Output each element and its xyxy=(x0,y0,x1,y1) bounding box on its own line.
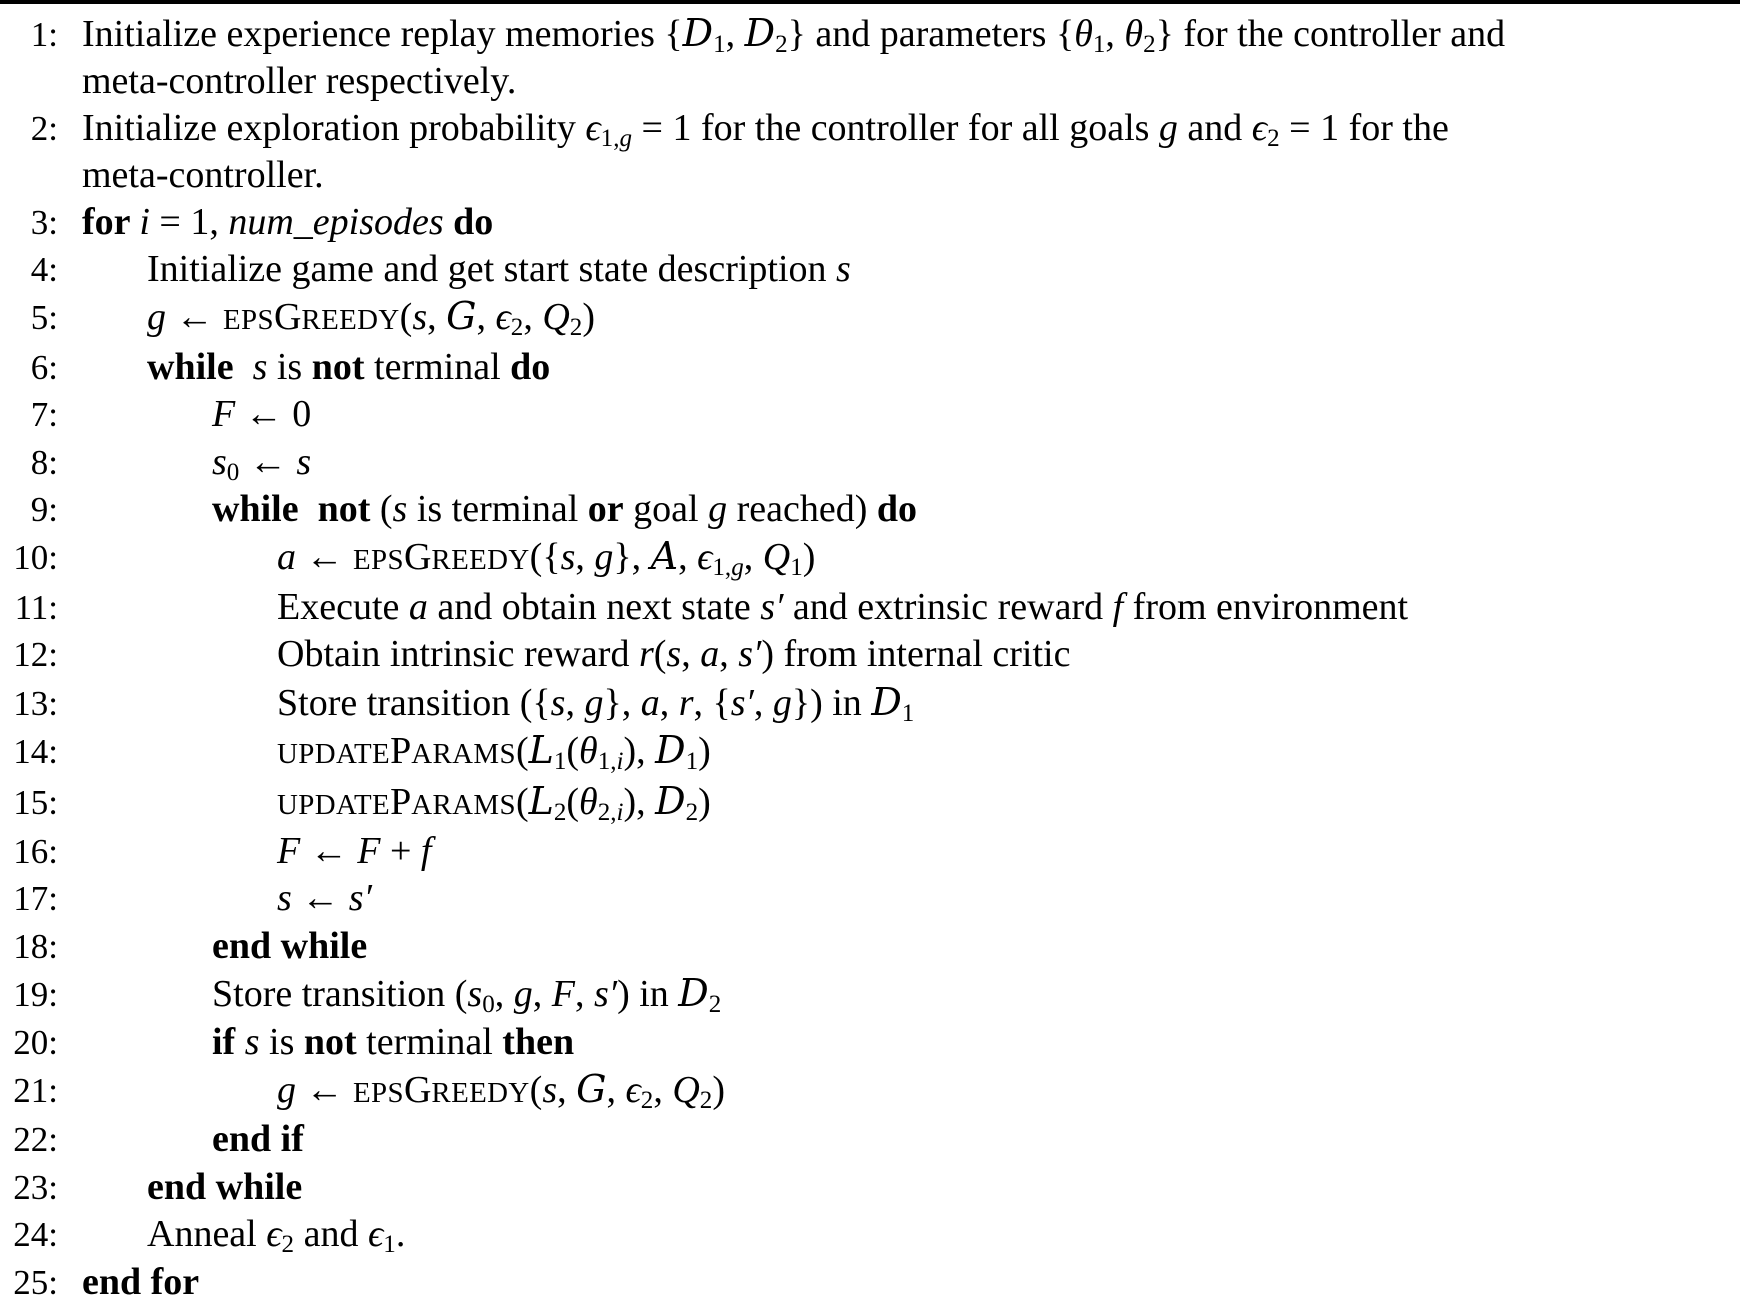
token-m: s xyxy=(550,681,566,724)
token-m: s xyxy=(252,345,268,388)
token-sub: 1, xyxy=(600,124,620,152)
token-r: from environment xyxy=(1123,585,1409,628)
token-m: s′ xyxy=(593,973,618,1016)
line-content xyxy=(58,778,1740,828)
line-number: 4: xyxy=(30,250,58,290)
token-sub: 2 xyxy=(775,31,788,59)
token-m: s xyxy=(392,488,408,531)
token-r: and xyxy=(1177,106,1252,149)
token-m: θ xyxy=(579,780,598,823)
token-m: f xyxy=(420,829,432,872)
algorithm-line xyxy=(0,631,1740,678)
token-cal: L xyxy=(528,778,554,823)
token-sub: 1 xyxy=(790,554,803,582)
token-m: θ xyxy=(1124,13,1144,55)
algorithm-listing xyxy=(0,10,1740,1306)
token-r: G xyxy=(403,536,432,579)
token-r: goal xyxy=(623,488,709,531)
token-cal: D xyxy=(871,679,902,724)
token-r: Initialize experience replay memories { xyxy=(82,13,683,55)
token-m: ϵ xyxy=(266,1213,282,1256)
token-r: , xyxy=(476,296,496,339)
token-m: ϵ xyxy=(495,296,511,339)
token-m: s xyxy=(836,248,851,291)
token-m: g xyxy=(594,536,614,579)
token-b: not xyxy=(303,1020,357,1063)
line-number: 13: xyxy=(13,683,58,723)
line-content xyxy=(58,1019,1740,1065)
token-sc: EPS xyxy=(223,304,274,337)
algorithm-line xyxy=(0,1019,1740,1066)
token-r: , xyxy=(653,1068,673,1111)
token-m: θ xyxy=(1074,13,1093,55)
algorithm-line xyxy=(0,828,1740,875)
token-m: a xyxy=(640,681,660,724)
algorithm-line xyxy=(0,1066,1740,1116)
token-r: and extrinsic reward xyxy=(783,585,1113,628)
token-subi: g xyxy=(619,124,633,152)
token-r: ( xyxy=(515,780,529,823)
line-content xyxy=(58,533,1740,583)
token-cal: D xyxy=(744,11,776,55)
line-content xyxy=(58,631,1740,677)
token-m: Q xyxy=(542,296,570,339)
token-sub: 1, xyxy=(712,554,732,582)
token-r: ) xyxy=(712,1068,725,1111)
line-number: 9: xyxy=(30,490,58,530)
algorithm-line xyxy=(0,246,1740,293)
token-r: ( xyxy=(399,296,413,339)
token-m: g xyxy=(584,681,604,724)
token-sub: 1 xyxy=(901,699,915,727)
token-r: P xyxy=(390,730,412,773)
algorithm-line xyxy=(0,727,1740,777)
line-content xyxy=(58,727,1740,777)
token-m: f xyxy=(1112,585,1124,628)
token-m: s xyxy=(277,877,292,920)
token-r: and obtain next state xyxy=(427,585,761,628)
token-subi: g xyxy=(731,554,744,582)
line-content xyxy=(58,199,1740,245)
token-r: is terminal xyxy=(407,488,588,531)
token-r: terminal xyxy=(356,1020,503,1063)
algorithm-line xyxy=(0,105,1740,152)
token-m: a xyxy=(277,536,296,579)
token-r: ({ xyxy=(529,536,561,579)
line-number: 24: xyxy=(13,1215,58,1255)
token-b: do xyxy=(443,200,494,243)
token-sub: 2 xyxy=(553,798,567,826)
token-r: Obtain intrinsic reward xyxy=(277,633,639,676)
token-r: , xyxy=(659,681,679,724)
token-sub: 2 xyxy=(699,1086,713,1114)
line-number: 11: xyxy=(14,587,58,627)
token-m: s xyxy=(666,633,682,676)
token-sub: 2 xyxy=(685,798,699,826)
line-content xyxy=(58,1211,1740,1257)
token-r: ← xyxy=(239,440,297,483)
token-r: , xyxy=(557,1068,577,1111)
token-r: } for the controller and xyxy=(1155,13,1506,55)
token-r: , xyxy=(753,681,773,724)
token-r: ← xyxy=(296,1068,353,1111)
token-b: while xyxy=(147,345,234,388)
token-m: ϵ xyxy=(625,1068,641,1111)
token-m: i xyxy=(139,200,150,243)
token-r xyxy=(299,488,318,530)
token-r: }, xyxy=(603,681,641,724)
token-r: meta-controller. xyxy=(82,154,324,197)
token-r: ) xyxy=(698,730,711,773)
algorithm-line xyxy=(0,1211,1740,1258)
token-r: ( xyxy=(566,780,580,823)
line-number: 10: xyxy=(13,538,58,578)
algorithm-line xyxy=(0,344,1740,391)
token-cal: D xyxy=(678,971,709,1016)
token-r: , xyxy=(725,13,745,55)
token-b: end if xyxy=(212,1118,304,1161)
line-content xyxy=(58,58,1740,104)
algorithm-line xyxy=(0,199,1740,246)
token-sub: 2, xyxy=(597,798,617,826)
token-r: ← 0 xyxy=(235,393,312,436)
token-r: ← xyxy=(291,877,349,920)
line-number: 14: xyxy=(13,732,58,772)
token-r: , xyxy=(678,536,698,579)
line-content xyxy=(58,344,1740,390)
token-r: ) in xyxy=(617,973,679,1016)
line-content xyxy=(58,293,1740,343)
token-r: }) in xyxy=(791,681,872,724)
token-m: g xyxy=(772,681,792,724)
token-r: Store transition ({ xyxy=(277,681,551,724)
token-r: = 1 for the controller for all goals xyxy=(632,106,1159,149)
token-b: then xyxy=(502,1020,575,1063)
token-b: end while xyxy=(212,924,368,967)
token-r xyxy=(234,346,253,388)
token-b: not xyxy=(317,488,371,531)
line-content xyxy=(58,1164,1740,1210)
token-m: s xyxy=(542,1068,558,1111)
line-number: 17: xyxy=(13,879,58,919)
token-m: ϵ xyxy=(1251,106,1268,149)
algorithm-line-continuation xyxy=(0,58,1740,104)
line-content xyxy=(58,1066,1740,1116)
token-b: do xyxy=(510,345,551,388)
line-number: 23: xyxy=(13,1167,58,1207)
algorithm-line xyxy=(0,875,1740,922)
line-content xyxy=(58,105,1740,151)
line-content xyxy=(58,875,1740,921)
token-r: G xyxy=(403,1068,432,1111)
token-r: ( xyxy=(370,488,393,531)
token-sc: ARAMS xyxy=(411,788,516,821)
algorithm-line xyxy=(0,778,1740,828)
token-m: s xyxy=(560,536,576,579)
token-r: Anneal xyxy=(147,1213,267,1256)
token-sub: 2 xyxy=(510,314,524,342)
token-m: s′ xyxy=(348,877,372,920)
line-number: 18: xyxy=(13,926,58,966)
algorithm-line-continuation xyxy=(0,152,1740,198)
token-m: s xyxy=(412,296,428,339)
algorithm-line xyxy=(0,679,1740,727)
token-cal: D xyxy=(655,778,686,823)
token-r: , xyxy=(532,973,552,1016)
token-r: ) from internal critic xyxy=(761,633,1071,676)
token-m: r xyxy=(638,633,654,676)
algorithm-line xyxy=(0,486,1740,533)
line-number: 1: xyxy=(30,15,58,54)
token-sub: 0 xyxy=(482,991,495,1019)
line-number: 15: xyxy=(13,782,58,822)
token-r: ( xyxy=(653,633,667,676)
token-sub: 1 xyxy=(713,31,726,59)
token-r: ( xyxy=(529,1068,543,1111)
token-m: s xyxy=(212,440,227,483)
algorithm-line xyxy=(0,584,1740,631)
token-r: = 1 for the xyxy=(1279,106,1449,149)
token-b: while xyxy=(212,488,299,531)
token-m: s′ xyxy=(730,681,754,724)
algorithm-line xyxy=(0,439,1740,486)
token-cal: G xyxy=(576,1066,607,1111)
token-r: . xyxy=(395,1213,406,1256)
token-cal: L xyxy=(528,728,554,773)
line-content xyxy=(58,923,1740,969)
algorithm-line xyxy=(0,293,1740,343)
token-m: r xyxy=(678,681,694,724)
line-number: 8: xyxy=(30,442,58,482)
token-r: ) xyxy=(802,536,816,579)
algorithm-line xyxy=(0,1164,1740,1211)
token-r: Store transition ( xyxy=(212,973,468,1016)
token-sub: 2 xyxy=(569,314,583,342)
token-r: meta-controller respectively. xyxy=(82,60,517,103)
token-r: ( xyxy=(566,730,580,773)
line-number: 5: xyxy=(30,298,58,338)
token-m: g xyxy=(277,1068,296,1111)
token-r: , xyxy=(565,681,585,724)
token-r: reached) xyxy=(727,488,877,531)
token-r: ← xyxy=(296,536,353,579)
token-b: end for xyxy=(82,1260,200,1303)
line-content xyxy=(58,970,1740,1017)
token-m: g xyxy=(147,296,166,339)
token-m: ϵ xyxy=(585,106,601,149)
token-r: ) xyxy=(582,296,595,339)
token-m: s′ xyxy=(760,585,784,628)
token-r: , xyxy=(719,633,739,676)
token-r: }, xyxy=(613,536,651,579)
line-content xyxy=(58,439,1740,485)
token-b: for xyxy=(82,200,140,243)
token-r: , xyxy=(606,1068,626,1111)
line-content xyxy=(58,584,1740,630)
algorithm-line xyxy=(0,10,1740,58)
token-r: } and parameters { xyxy=(787,13,1075,55)
token-cal: G xyxy=(446,294,477,339)
line-number: 22: xyxy=(13,1120,58,1160)
token-b: not xyxy=(311,345,365,388)
token-m: g xyxy=(513,973,533,1016)
token-r: terminal xyxy=(364,345,511,388)
algorithm-top-rule xyxy=(0,0,1740,4)
token-m: s′ xyxy=(738,633,762,676)
token-sc: EPS xyxy=(353,544,404,577)
token-m: F xyxy=(357,829,381,872)
token-b: if xyxy=(212,1020,245,1063)
token-r: , xyxy=(494,973,514,1016)
token-sc: UPDATE xyxy=(277,788,391,821)
token-r: G xyxy=(273,296,302,339)
line-number: 12: xyxy=(13,635,58,675)
token-sub: 1 xyxy=(1092,31,1106,59)
token-m: F xyxy=(277,829,301,872)
token-sub: 0 xyxy=(226,458,240,486)
line-number: 3: xyxy=(30,202,58,242)
token-sc: EPS xyxy=(353,1076,404,1109)
token-r: , xyxy=(523,296,543,339)
token-m: ϵ xyxy=(367,1213,384,1256)
token-cal: D xyxy=(655,728,686,773)
line-number: 2: xyxy=(30,108,58,148)
token-r: ) xyxy=(698,780,711,823)
token-r: = 1, xyxy=(149,200,229,243)
token-r: ), xyxy=(623,730,656,773)
line-number: 7: xyxy=(30,395,58,435)
algorithm-body xyxy=(0,10,1740,1306)
algorithm-line xyxy=(0,533,1740,583)
token-r: , xyxy=(574,973,594,1016)
line-number: 21: xyxy=(13,1070,58,1110)
token-m: s xyxy=(467,973,483,1016)
token-subi: i xyxy=(616,748,624,776)
token-r: , xyxy=(681,633,701,676)
algorithm-line xyxy=(0,391,1740,438)
token-r: is xyxy=(267,345,312,388)
line-content xyxy=(58,828,1740,874)
token-b: or xyxy=(587,488,624,531)
token-sc: REEDY xyxy=(431,544,530,577)
line-content xyxy=(58,1259,1740,1305)
token-sub: 2 xyxy=(1143,31,1156,59)
token-r: Initialize exploration probability xyxy=(82,106,586,149)
token-r: ( xyxy=(515,730,529,773)
token-m: g xyxy=(1158,106,1178,149)
token-sc: ARAMS xyxy=(411,738,516,771)
token-sub: 2 xyxy=(281,1231,295,1259)
line-number: 6: xyxy=(30,347,58,387)
token-r: Execute xyxy=(277,585,409,628)
token-r: is xyxy=(259,1020,304,1063)
token-m: ϵ xyxy=(697,536,713,579)
line-content xyxy=(58,246,1740,292)
token-sub: 1 xyxy=(383,1231,396,1259)
token-sub: 2 xyxy=(1267,124,1280,152)
token-r: , xyxy=(427,296,447,339)
token-r: and xyxy=(294,1213,368,1256)
line-content xyxy=(58,679,1740,726)
token-cal: A xyxy=(650,534,679,579)
algorithm-line xyxy=(0,1259,1740,1306)
line-number: 19: xyxy=(13,975,58,1015)
token-sc: REEDY xyxy=(431,1076,530,1109)
token-m: F xyxy=(212,393,236,436)
token-b: end while xyxy=(147,1165,303,1208)
line-content xyxy=(58,486,1740,532)
token-r: ← xyxy=(300,829,358,872)
token-m: s xyxy=(296,440,312,483)
line-content xyxy=(58,1116,1740,1162)
token-m: Q xyxy=(762,536,791,579)
token-m: num_episodes xyxy=(228,200,444,243)
token-sc: UPDATE xyxy=(277,738,391,771)
token-r: ← xyxy=(166,296,223,339)
token-subi: i xyxy=(616,798,624,826)
token-sub: 1, xyxy=(597,748,617,776)
line-content xyxy=(58,10,1740,57)
algorithm-line xyxy=(0,970,1740,1018)
token-sub: 1 xyxy=(553,748,567,776)
line-number: 20: xyxy=(13,1022,58,1062)
token-r: Initialize game and get start state description xyxy=(147,248,837,291)
token-m: F xyxy=(551,973,575,1016)
token-m: g xyxy=(708,488,728,531)
token-m: θ xyxy=(579,730,598,773)
token-r: , xyxy=(575,536,595,579)
token-sc: REEDY xyxy=(301,304,400,337)
token-r: P xyxy=(390,780,412,823)
token-r: , { xyxy=(693,681,731,724)
token-r: , xyxy=(1105,13,1125,55)
line-content xyxy=(58,391,1740,437)
token-m: a xyxy=(408,585,428,628)
algorithm-line xyxy=(0,923,1740,970)
token-sub: 2 xyxy=(708,991,722,1019)
line-content xyxy=(58,152,1740,198)
token-r: + xyxy=(380,829,421,872)
token-sub: 2 xyxy=(640,1086,654,1114)
token-m: a xyxy=(700,633,720,676)
line-number: 25: xyxy=(13,1262,58,1302)
algorithm-line xyxy=(0,1116,1740,1163)
line-number: 16: xyxy=(13,831,58,871)
token-sub: 1 xyxy=(685,748,699,776)
token-b: do xyxy=(876,488,918,531)
token-m: s xyxy=(244,1020,260,1063)
token-r: , xyxy=(743,536,763,579)
token-m: Q xyxy=(672,1068,700,1111)
token-r: ), xyxy=(623,780,656,823)
token-cal: D xyxy=(682,11,714,55)
